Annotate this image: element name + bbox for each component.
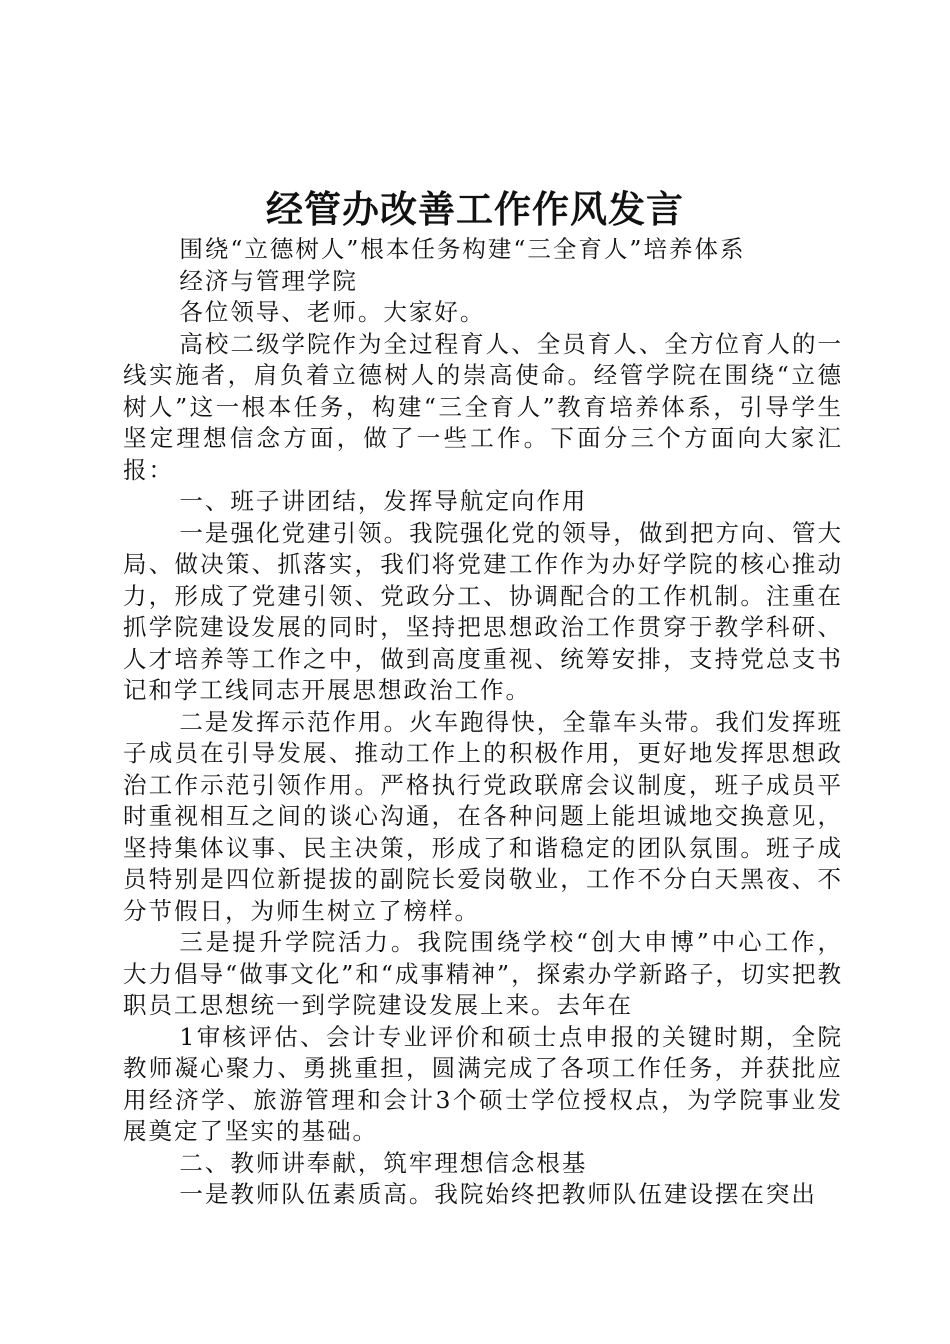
section-heading-1: 一、班子讲团结，发挥导航定向作用 [179, 487, 588, 515]
paragraph-subtitle: 围绕“立德树人”根本任务构建“三全育人”培养体系 [179, 235, 746, 263]
document-title: 经管办改善工作作风发言 [266, 187, 684, 231]
paragraph-greeting: 各位领导、老师。大家好。 [179, 298, 486, 326]
document-body [123, 234, 843, 1211]
paragraph: 三是提升学院活力。我院围绕学校“创大申博”中心工作，大力倡导“做事文化”和“成事精神”，探索办学新路子，切实把教职员工思想统一到学院建设发展上来。去年在 [123, 928, 843, 1019]
paragraph: 一是强化党建引领。我院强化党的领导，做到把方向、管大局、做决策、抓落实，我们将党建工作作为办好学院的核心推动力，形成了党建引领、党政分工、协调配合的工作机制。注重在抓学院建设发展的同时，坚持把思想政治工作贯穿于教学科研、人才培养等工作之中，做到高度重视、统筹安排，支持党总支书记和学工线同志开展思想政治工作。 [123, 518, 843, 704]
section-heading-2: 二、教师讲奉献，筑牢理想信念根基 [179, 1148, 588, 1177]
paragraph: 1审核评估、会计专业评价和硕士点申报的关键时期，全院教师凝心聚力、勇挑重担，圆满完成了各项工作任务，并获批应用经济学、旅游管理和会计3个硕士学位授权点，为学院事业发展奠定了坚实的基础。 [123, 1022, 843, 1145]
paragraph-author: 经济与管理学院 [179, 266, 358, 295]
paragraph-intro: 高校二级学院作为全过程育人、全员育人、全方位育人的一线实施者，肩负着立德树人的崇高使命。经管学院在围绕“立德树人”这一根本任务，构建“三全育人”教育培养体系，引导学生坚定理想信念方面，做了一些工作。下面分三个方面向大家汇报： [123, 329, 843, 484]
paragraph: 二是发挥示范作用。火车跑得快，全靠车头带。我们发挥班子成员在引导发展、推动工作上的积极作用，更好地发挥思想政治工作示范引领作用。严格执行党政联席会议制度，班子成员平时重视相互之间的谈心沟通，在各种问题上能坦诚地交换意见，坚持集体议事、民主决策，形成了和谐稳定的团队氛围。班子成员特别是四位新提拔的副院长爱岗敬业，工作不分白天黑夜、不分节假日，为师生树立了榜样。 [123, 707, 843, 925]
paragraph: 一是教师队伍素质高。我院始终把教师队伍建设摆在突出 [179, 1180, 817, 1208]
